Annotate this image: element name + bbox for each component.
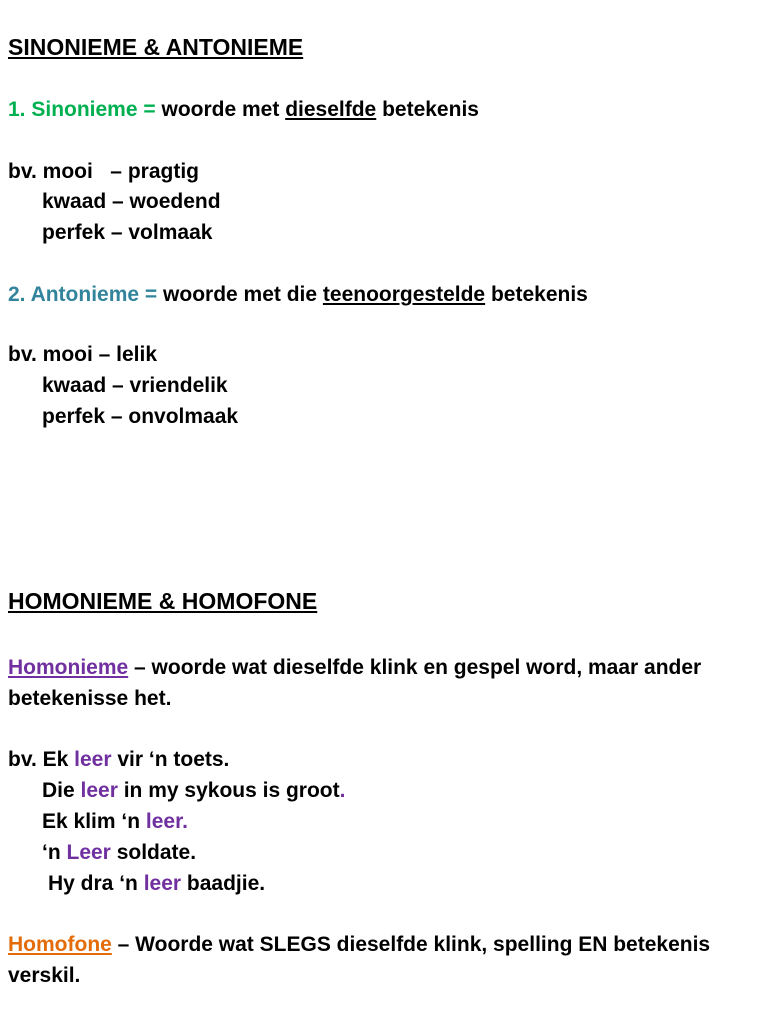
example-b: baadjie. xyxy=(181,872,266,895)
example-a: Die xyxy=(42,779,81,802)
example-a: bv. Ek xyxy=(8,748,75,771)
synonym-example-1 xyxy=(8,159,199,185)
example-prefix: bv. xyxy=(8,160,37,183)
example-word: leer. xyxy=(145,810,188,833)
homonyms-definition-line2: betekenisse het. xyxy=(8,687,172,710)
example-word: leer xyxy=(143,872,182,895)
antonyms-def-pre: woorde met die xyxy=(163,283,318,306)
synonyms-def-pre: woorde met xyxy=(161,98,280,121)
example-word: leer xyxy=(74,748,112,771)
example-b: soldate. xyxy=(110,841,197,864)
antonym-example-2: kwaad – vriendelik xyxy=(42,374,228,397)
heading-homonieme-homofone: HOMONIEME & HOMOFONE xyxy=(8,588,318,614)
synonym-example-2: kwaad – woedend xyxy=(42,190,221,213)
synonym-example-3: perfek – volmaak xyxy=(42,221,213,244)
homophones-definition-line2: verskil. xyxy=(8,964,81,987)
homonym-def-line1: – woorde wat dieselfde klink en gespel word, maar ander xyxy=(134,656,702,679)
homonym-example-2 xyxy=(42,778,345,804)
homonyms-definition-line1 xyxy=(8,655,701,681)
example-text: mooi – lelik xyxy=(42,343,158,366)
antonym-example-1 xyxy=(8,342,157,368)
example-word: leer xyxy=(80,779,118,802)
example-c: . xyxy=(339,779,346,802)
homophones-definition-line1 xyxy=(8,932,710,958)
example-word: Leer xyxy=(66,841,111,864)
synonyms-definition xyxy=(8,97,479,123)
homonym-example-4 xyxy=(42,840,196,866)
synonyms-def-post: betekenis xyxy=(382,98,479,121)
homonym-term: Homonieme xyxy=(8,656,129,679)
antonyms-definition xyxy=(8,282,588,308)
example-text: mooi – pragtig xyxy=(42,160,199,183)
antonyms-def-post: betekenis xyxy=(490,283,588,306)
homonym-example-1 xyxy=(8,747,229,773)
homonym-example-3 xyxy=(42,809,188,835)
example-b: in my sykous is groot xyxy=(117,779,340,802)
heading-sinonieme-antonieme: SINONIEME & ANTONIEME xyxy=(8,34,304,60)
homophone-term: Homofone xyxy=(8,933,112,956)
example-a: ‘n xyxy=(42,841,67,864)
example-prefix: bv. xyxy=(8,343,37,366)
synonyms-label: 1. Sinonieme = xyxy=(8,98,156,121)
example-a: Hy dra ‘n xyxy=(48,872,144,895)
example-b: vir ‘n toets. xyxy=(111,748,230,771)
antonyms-def-key: teenoorgestelde xyxy=(322,283,486,306)
antonym-example-3: perfek – onvolmaak xyxy=(42,405,239,428)
antonyms-label: 2. Antonieme = xyxy=(8,283,158,306)
homonym-example-5 xyxy=(48,871,265,897)
homophone-def-line1: – Woorde wat SLEGS dieselfde klink, spelling EN betekenis xyxy=(117,933,711,956)
synonyms-def-key: dieselfde xyxy=(285,98,377,121)
example-a: Ek klim ‘n xyxy=(42,810,146,833)
